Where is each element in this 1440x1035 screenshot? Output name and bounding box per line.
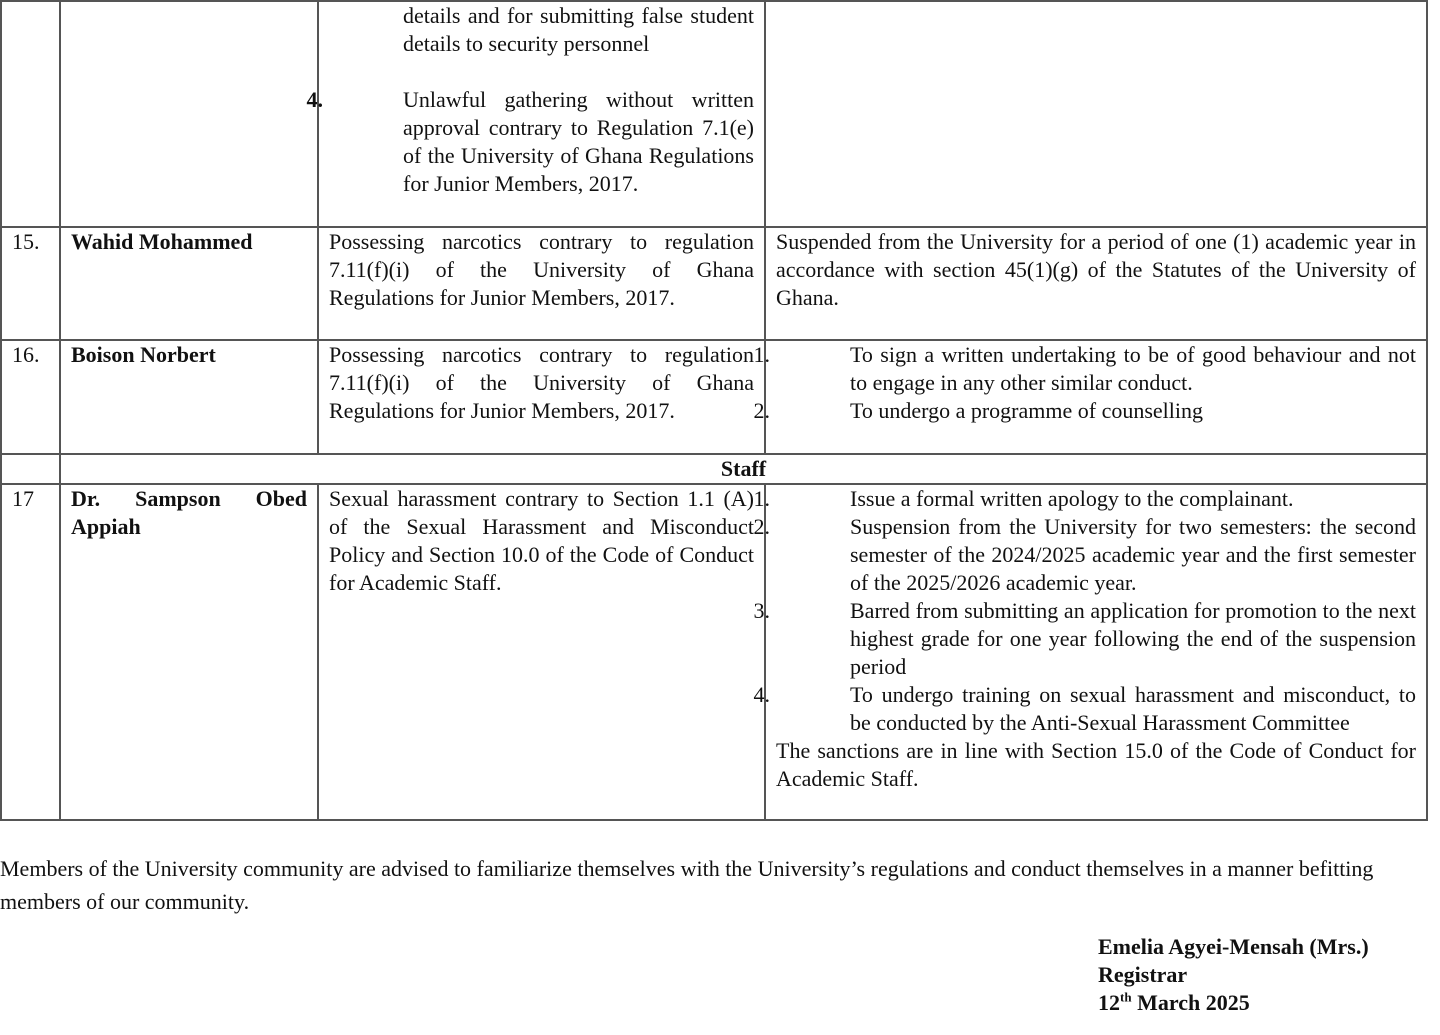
signature-block bbox=[1098, 933, 1369, 1017]
date-rest: March 2025 bbox=[1131, 990, 1250, 1015]
sanction-cell bbox=[753, 484, 1427, 820]
number-cell: 15. bbox=[1, 227, 60, 340]
number-cell bbox=[1, 454, 60, 484]
offence-text: details and for submitting false student details to security personnel bbox=[403, 3, 754, 56]
table-row-section-heading bbox=[1, 454, 1427, 484]
date-day: 12 bbox=[1098, 990, 1120, 1015]
sanction-text: Barred from submitting an application for promotion to the next highest grade for one year following the end of the suspension period bbox=[850, 598, 1416, 679]
sanction-text: Issue a formal written apology to the complainant. bbox=[850, 486, 1294, 511]
list-marker: 3. bbox=[753, 598, 770, 623]
sanction-text: To undergo a programme of counselling bbox=[850, 398, 1204, 423]
offence-cell: Possessing narcotics contrary to regulation 7.11(f)(i) of the University of Ghana Regulations for Junior Members, 2017. bbox=[318, 340, 765, 454]
list-marker: 1. bbox=[753, 486, 770, 511]
table-row bbox=[1, 484, 1427, 820]
offence-cell: Possessing narcotics contrary to regulation 7.11(f)(i) of the University of Ghana Regulations for Junior Members, 2017. bbox=[318, 227, 765, 340]
list-item bbox=[753, 513, 1416, 597]
name-cell: Wahid Mohammed bbox=[60, 227, 318, 340]
number-cell: 17 bbox=[1, 484, 60, 820]
table-row-continuation bbox=[1, 1, 1427, 227]
offence-list bbox=[306, 2, 754, 198]
section-heading: Staff bbox=[60, 454, 1427, 484]
list-item bbox=[753, 341, 1416, 397]
list-item bbox=[306, 86, 754, 198]
sanction-cell: Suspended from the University for a period of one (1) academic year in accordance with section 45(1)(g) of the Statutes of the University of Ghana. bbox=[765, 227, 1427, 340]
number-cell bbox=[1, 1, 60, 227]
table-row bbox=[1, 340, 1427, 454]
sanction-text: Suspension from the University for two semesters: the second semester of the 2024/2025 academic year and the first semester of the 2025/2026 academic year. bbox=[850, 514, 1416, 595]
sanction-list bbox=[753, 341, 1416, 425]
offence-cell: Sexual harassment contrary to Section 1.1 (A) of the Sexual Harassment and Misconduct Policy and Section 10.0 of the Code of Conduct for Academic Staff. bbox=[318, 484, 765, 820]
closing-paragraph: Members of the University community are advised to familiarize themselves with the University’s regulations and conduct themselves in a manner befitting members of our community. bbox=[0, 856, 1374, 914]
list-item bbox=[329, 2, 754, 58]
list-item bbox=[753, 485, 1416, 513]
list-marker: 2. bbox=[753, 514, 770, 539]
list-item bbox=[753, 681, 1416, 737]
name-cell: Boison Norbert bbox=[60, 340, 318, 454]
name-cell: Dr. Sampson Obed Appiah bbox=[60, 484, 318, 820]
list-marker: 4. bbox=[306, 87, 323, 112]
sanction-note: The sanctions are in line with Section 15.0 of the Code of Conduct for Academic Staff. bbox=[776, 738, 1416, 791]
signatory-name: Emelia Agyei-Mensah (Mrs.) bbox=[1098, 934, 1369, 959]
signatory-title: Registrar bbox=[1098, 962, 1188, 987]
list-item bbox=[753, 597, 1416, 681]
sanction-cell bbox=[765, 1, 1427, 227]
name-cell bbox=[60, 1, 318, 227]
list-marker: 2. bbox=[753, 398, 770, 423]
offence-text: Unlawful gathering without written approval contrary to Regulation 7.1(e) of the University of Ghana Regulations for Junior Members, 2017. bbox=[403, 87, 754, 196]
sanction-text: To sign a written undertaking to be of good behaviour and not to engage in any other similar conduct. bbox=[850, 342, 1416, 395]
list-item bbox=[753, 397, 1416, 425]
offence-cell bbox=[306, 1, 765, 227]
sanction-text: To undergo training on sexual harassment and misconduct, to be conducted by the Anti-Sexual Harassment Committee bbox=[850, 682, 1416, 735]
sanction-cell bbox=[753, 340, 1427, 454]
signature-date bbox=[1098, 989, 1369, 1017]
number-cell: 16. bbox=[1, 340, 60, 454]
table-row bbox=[1, 227, 1427, 340]
date-suffix: th bbox=[1120, 989, 1132, 1005]
list-marker: 4. bbox=[753, 682, 770, 707]
sanction-list bbox=[753, 485, 1416, 737]
list-marker: 1. bbox=[753, 342, 770, 367]
